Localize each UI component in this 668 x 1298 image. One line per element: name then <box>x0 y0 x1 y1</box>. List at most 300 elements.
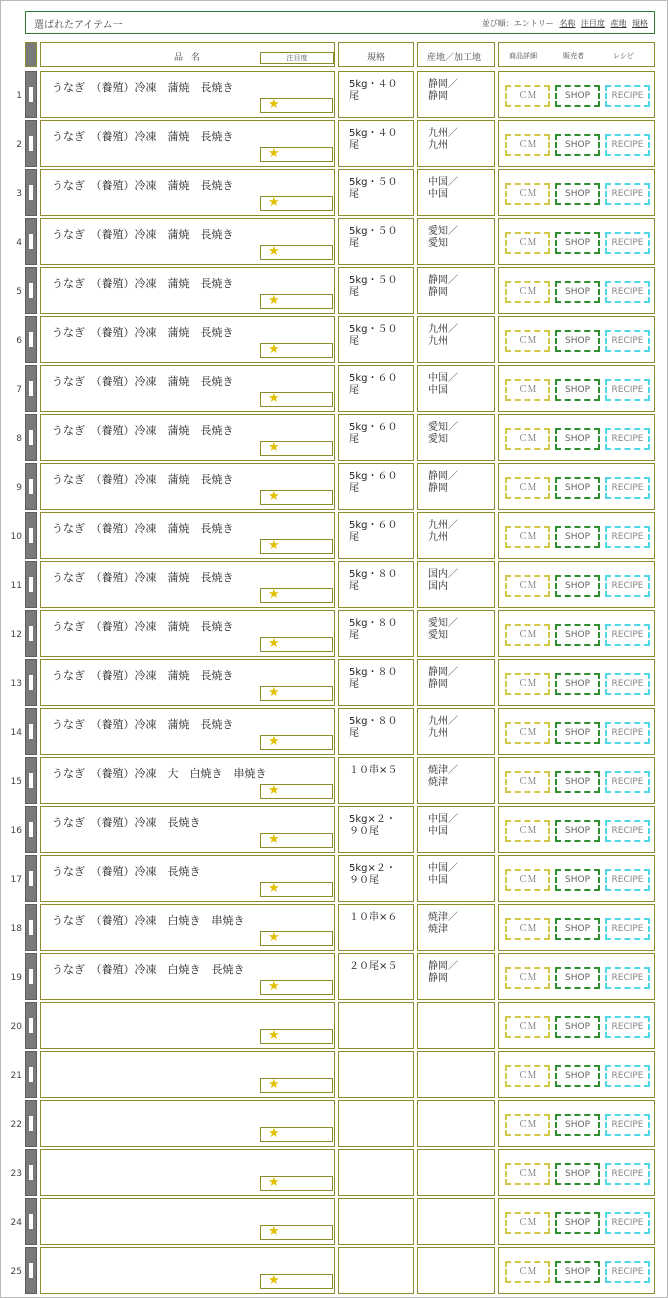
item-spec-cell <box>338 1051 414 1098</box>
select-checkbox[interactable] <box>29 822 33 837</box>
header-gray-cell <box>25 42 37 67</box>
shop-button[interactable]: SHOP <box>555 869 600 891</box>
item-origin-cell <box>417 218 495 265</box>
select-checkbox[interactable] <box>29 675 33 690</box>
table-row <box>0 120 668 167</box>
shop-button[interactable]: SHOP <box>555 771 600 793</box>
select-checkbox[interactable] <box>29 479 33 494</box>
item-name: うなぎ （養殖）冷凍 蒲焼 長焼き <box>52 81 234 94</box>
row-number: 11 <box>10 581 22 591</box>
item-spec: 5kg・８０ 尾 <box>349 667 398 690</box>
star-icon[interactable]: ★ <box>268 97 280 112</box>
attention-rating[interactable] <box>260 833 333 848</box>
star-icon[interactable]: ★ <box>268 1175 280 1190</box>
row-select-handle[interactable] <box>25 169 37 216</box>
shop-button[interactable]: SHOP <box>555 281 600 303</box>
item-origin: 九州／ 九州 <box>428 520 458 543</box>
select-checkbox[interactable] <box>29 1018 33 1033</box>
item-name: うなぎ （養殖）冷凍 蒲焼 長焼き <box>52 130 234 143</box>
recipe-button[interactable]: RECIPE <box>605 330 650 352</box>
star-icon[interactable]: ★ <box>268 440 280 455</box>
sort-by-spec-link[interactable]: 規格 <box>632 19 648 28</box>
row-select-handle[interactable] <box>25 708 37 755</box>
header-buttons-cell <box>498 42 655 67</box>
attention-rating[interactable] <box>260 1078 333 1093</box>
cm-button[interactable]: ＣＭ <box>505 1114 550 1136</box>
recipe-button[interactable]: RECIPE <box>605 820 650 842</box>
recipe-button[interactable]: RECIPE <box>605 1065 650 1087</box>
cm-button[interactable]: ＣＭ <box>505 967 550 989</box>
table-row <box>0 610 668 657</box>
cm-button[interactable]: ＣＭ <box>505 771 550 793</box>
item-spec-cell <box>338 365 414 412</box>
attention-rating[interactable] <box>260 1225 333 1240</box>
item-spec: 5kg×２・ ９０尾 <box>349 814 396 837</box>
item-spec-cell <box>338 757 414 804</box>
item-name-cell <box>40 757 335 804</box>
select-checkbox[interactable] <box>29 920 33 935</box>
item-spec: 5kg・８０ 尾 <box>349 569 398 592</box>
item-name-cell <box>40 1149 335 1196</box>
item-name-cell <box>40 561 335 608</box>
star-icon[interactable]: ★ <box>268 489 280 504</box>
item-name: うなぎ （養殖）冷凍 蒲焼 長焼き <box>52 326 234 339</box>
attention-rating[interactable] <box>260 588 333 603</box>
item-origin-cell <box>417 1198 495 1245</box>
item-origin: 静岡／ 静岡 <box>428 961 458 984</box>
attention-rating[interactable] <box>260 392 333 407</box>
select-checkbox[interactable] <box>29 528 33 543</box>
item-spec: 5kg・８０ 尾 <box>349 618 398 641</box>
attention-rating[interactable] <box>260 294 333 309</box>
item-origin: 中国／ 中国 <box>428 373 458 396</box>
table-row <box>0 1198 668 1245</box>
row-select-handle[interactable] <box>25 1198 37 1245</box>
item-origin-cell <box>417 953 495 1000</box>
table-row <box>0 1149 668 1196</box>
select-checkbox[interactable] <box>29 381 33 396</box>
row-number: 22 <box>10 1120 22 1130</box>
select-checkbox[interactable] <box>29 577 33 592</box>
recipe-button[interactable]: RECIPE <box>605 575 650 597</box>
recipe-button[interactable]: RECIPE <box>605 526 650 548</box>
star-icon[interactable]: ★ <box>268 881 280 896</box>
select-checkbox[interactable] <box>29 1067 33 1082</box>
table-row <box>0 561 668 608</box>
item-origin-cell <box>417 610 495 657</box>
star-icon[interactable]: ★ <box>268 685 280 700</box>
star-icon[interactable]: ★ <box>268 195 280 210</box>
star-icon[interactable]: ★ <box>268 146 280 161</box>
item-buttons-cell <box>498 708 655 755</box>
item-spec-cell <box>338 1198 414 1245</box>
item-spec-cell <box>338 610 414 657</box>
row-select-handle[interactable] <box>25 1149 37 1196</box>
select-checkbox[interactable] <box>29 1165 33 1180</box>
item-name-cell <box>40 1002 335 1049</box>
item-origin-cell <box>417 169 495 216</box>
cm-button[interactable]: ＣＭ <box>505 134 550 156</box>
item-name: うなぎ （養殖）冷凍 蒲焼 長焼き <box>52 571 234 584</box>
shop-button[interactable]: SHOP <box>555 134 600 156</box>
row-select-handle[interactable] <box>25 953 37 1000</box>
recipe-button[interactable]: RECIPE <box>605 1261 650 1283</box>
row-select-handle[interactable] <box>25 610 37 657</box>
item-name-cell <box>40 806 335 853</box>
attention-rating[interactable] <box>260 490 333 505</box>
attention-column-header: 注目度 <box>260 52 334 64</box>
table-row <box>0 218 668 265</box>
item-name-cell <box>40 267 335 314</box>
shop-button[interactable]: SHOP <box>555 1212 600 1234</box>
cm-button[interactable]: ＣＭ <box>505 428 550 450</box>
attention-rating[interactable] <box>260 98 333 113</box>
row-select-handle[interactable] <box>25 1100 37 1147</box>
shop-button[interactable]: SHOP <box>555 1065 600 1087</box>
item-origin-cell <box>417 561 495 608</box>
cm-button[interactable]: ＣＭ <box>505 575 550 597</box>
attention-rating[interactable] <box>260 343 333 358</box>
attention-rating[interactable] <box>260 637 333 652</box>
attention-rating[interactable] <box>260 882 333 897</box>
star-icon[interactable]: ★ <box>268 1224 280 1239</box>
recipe-button[interactable]: RECIPE <box>605 967 650 989</box>
item-origin: 国内／ 国内 <box>428 569 458 592</box>
row-number: 3 <box>16 189 22 199</box>
row-number: 18 <box>10 924 22 934</box>
shop-button[interactable]: SHOP <box>555 967 600 989</box>
row-select-handle[interactable] <box>25 512 37 559</box>
item-spec-cell <box>338 659 414 706</box>
row-select-handle[interactable] <box>25 267 37 314</box>
shop-button[interactable]: SHOP <box>555 232 600 254</box>
cm-button[interactable]: ＣＭ <box>505 183 550 205</box>
shop-button[interactable]: SHOP <box>555 673 600 695</box>
row-select-handle[interactable] <box>25 855 37 902</box>
recipe-button[interactable]: RECIPE <box>605 477 650 499</box>
cm-button[interactable]: ＣＭ <box>505 1065 550 1087</box>
item-origin-cell <box>417 904 495 951</box>
recipe-button[interactable]: RECIPE <box>605 232 650 254</box>
star-icon[interactable]: ★ <box>268 587 280 602</box>
item-spec-cell <box>338 855 414 902</box>
item-name-cell <box>40 512 335 559</box>
cm-button[interactable]: ＣＭ <box>505 379 550 401</box>
item-origin-cell <box>417 1247 495 1294</box>
item-buttons-cell <box>498 1100 655 1147</box>
cm-button[interactable]: ＣＭ <box>505 232 550 254</box>
select-checkbox[interactable] <box>29 87 33 102</box>
attention-rating[interactable] <box>260 245 333 260</box>
item-origin-cell <box>417 365 495 412</box>
attention-rating[interactable] <box>260 147 333 162</box>
item-origin: 愛知／ 愛知 <box>428 618 458 641</box>
item-name: うなぎ （養殖）冷凍 大 白焼き 串焼き <box>52 767 267 780</box>
item-spec: 5kg×２・ ９０尾 <box>349 863 396 886</box>
row-select-handle[interactable] <box>25 120 37 167</box>
star-icon[interactable]: ★ <box>268 1028 280 1043</box>
item-origin: 静岡／ 静岡 <box>428 79 458 102</box>
row-number: 5 <box>16 287 22 297</box>
shop-button[interactable]: SHOP <box>555 85 600 107</box>
attention-rating[interactable] <box>260 931 333 946</box>
item-buttons-cell <box>498 316 655 363</box>
shop-button[interactable]: SHOP <box>555 428 600 450</box>
attention-rating[interactable] <box>260 1029 333 1044</box>
recipe-button[interactable]: RECIPE <box>605 1114 650 1136</box>
row-select-handle[interactable] <box>25 757 37 804</box>
item-spec-cell <box>338 904 414 951</box>
table-row <box>0 1051 668 1098</box>
cm-button[interactable]: ＣＭ <box>505 722 550 744</box>
select-checkbox[interactable] <box>29 724 33 739</box>
star-icon[interactable]: ★ <box>268 538 280 553</box>
item-buttons-cell <box>498 1149 655 1196</box>
select-checkbox[interactable] <box>29 969 33 984</box>
sort-label: 並び順：エントリー <box>481 19 554 28</box>
item-origin-cell <box>417 855 495 902</box>
item-origin-cell <box>417 120 495 167</box>
sort-options <box>482 18 648 29</box>
item-buttons-cell <box>498 365 655 412</box>
star-icon[interactable]: ★ <box>268 293 280 308</box>
attention-rating[interactable] <box>260 1274 333 1289</box>
shop-button[interactable]: SHOP <box>555 1261 600 1283</box>
sort-by-origin-link[interactable]: 産地 <box>610 19 627 28</box>
item-spec-cell <box>338 806 414 853</box>
item-buttons-cell <box>498 904 655 951</box>
star-icon[interactable]: ★ <box>268 244 280 259</box>
select-checkbox[interactable] <box>29 234 33 249</box>
item-origin-cell <box>417 1100 495 1147</box>
row-select-handle[interactable] <box>25 1002 37 1049</box>
attention-rating[interactable] <box>260 441 333 456</box>
item-spec-cell <box>338 414 414 461</box>
cm-button[interactable]: ＣＭ <box>505 85 550 107</box>
item-origin-cell <box>417 414 495 461</box>
row-select-handle[interactable] <box>25 414 37 461</box>
cm-button[interactable]: ＣＭ <box>505 869 550 891</box>
table-row <box>0 806 668 853</box>
row-select-handle[interactable] <box>25 561 37 608</box>
table-row <box>0 757 668 804</box>
recipe-button[interactable]: RECIPE <box>605 624 650 646</box>
item-origin-cell <box>417 463 495 510</box>
star-icon[interactable]: ★ <box>268 783 280 798</box>
item-origin: 焼津／ 焼津 <box>428 912 458 935</box>
item-origin: 愛知／ 愛知 <box>428 226 458 249</box>
recipe-button[interactable]: RECIPE <box>605 183 650 205</box>
item-origin: 九州／ 九州 <box>428 128 458 151</box>
page-title: 選ばれたアイテム一 <box>34 20 123 31</box>
row-number: 9 <box>16 483 22 493</box>
select-checkbox[interactable] <box>29 283 33 298</box>
item-origin-cell <box>417 1051 495 1098</box>
shop-button[interactable]: SHOP <box>555 820 600 842</box>
shop-button[interactable]: SHOP <box>555 575 600 597</box>
cm-button[interactable]: ＣＭ <box>505 281 550 303</box>
shop-button[interactable]: SHOP <box>555 1016 600 1038</box>
item-name-cell <box>40 610 335 657</box>
recipe-button[interactable]: RECIPE <box>605 918 650 940</box>
recipe-button[interactable]: RECIPE <box>605 722 650 744</box>
item-buttons-cell <box>498 512 655 559</box>
star-icon[interactable]: ★ <box>268 391 280 406</box>
select-checkbox[interactable] <box>29 185 33 200</box>
recipe-button[interactable]: RECIPE <box>605 673 650 695</box>
row-number: 21 <box>10 1071 22 1081</box>
attention-rating[interactable] <box>260 196 333 211</box>
row-select-handle[interactable] <box>25 463 37 510</box>
attention-rating[interactable] <box>260 784 333 799</box>
item-spec-cell <box>338 316 414 363</box>
item-name-cell <box>40 659 335 706</box>
item-name: うなぎ （養殖）冷凍 蒲焼 長焼き <box>52 277 234 290</box>
star-icon[interactable]: ★ <box>268 342 280 357</box>
row-select-handle[interactable] <box>25 71 37 118</box>
item-name-cell <box>40 1247 335 1294</box>
star-icon[interactable]: ★ <box>268 636 280 651</box>
item-name: うなぎ （養殖）冷凍 長焼き <box>52 865 201 878</box>
select-checkbox[interactable] <box>29 1116 33 1131</box>
item-name-cell <box>40 463 335 510</box>
select-checkbox[interactable] <box>29 626 33 641</box>
name-column-header: 品名 <box>174 53 209 63</box>
item-name: うなぎ （養殖）冷凍 蒲焼 長焼き <box>52 179 234 192</box>
cm-button[interactable]: ＣＭ <box>505 673 550 695</box>
row-select-handle[interactable] <box>25 1051 37 1098</box>
select-checkbox[interactable] <box>29 430 33 445</box>
attention-rating[interactable] <box>260 980 333 995</box>
cm-button[interactable]: ＣＭ <box>505 526 550 548</box>
star-icon[interactable]: ★ <box>268 1077 280 1092</box>
select-checkbox[interactable] <box>29 773 33 788</box>
item-name: うなぎ （養殖）冷凍 蒲焼 長焼き <box>52 669 234 682</box>
spec-column-header: 規格 <box>367 53 386 63</box>
cm-button[interactable]: ＣＭ <box>505 1261 550 1283</box>
recipe-button[interactable]: RECIPE <box>605 1212 650 1234</box>
table-row <box>0 71 668 118</box>
item-buttons-cell <box>498 1002 655 1049</box>
row-select-handle[interactable] <box>25 806 37 853</box>
item-origin-cell <box>417 659 495 706</box>
item-spec-cell <box>338 218 414 265</box>
cm-button[interactable]: ＣＭ <box>505 1212 550 1234</box>
recipe-button[interactable]: RECIPE <box>605 85 650 107</box>
star-icon[interactable]: ★ <box>268 734 280 749</box>
shop-button[interactable]: SHOP <box>555 624 600 646</box>
recipe-button[interactable]: RECIPE <box>605 1163 650 1185</box>
item-spec: 5kg・６０ 尾 <box>349 422 398 445</box>
shop-button[interactable]: SHOP <box>555 183 600 205</box>
item-spec-cell <box>338 71 414 118</box>
item-buttons-cell <box>498 463 655 510</box>
shop-button[interactable]: SHOP <box>555 526 600 548</box>
recipe-button[interactable]: RECIPE <box>605 869 650 891</box>
shop-button[interactable]: SHOP <box>555 722 600 744</box>
item-origin: 中国／ 中国 <box>428 863 458 886</box>
attention-rating[interactable] <box>260 1176 333 1191</box>
cm-button[interactable]: ＣＭ <box>505 330 550 352</box>
cm-button[interactable]: ＣＭ <box>505 1163 550 1185</box>
row-select-handle[interactable] <box>25 316 37 363</box>
recipe-button[interactable]: RECIPE <box>605 428 650 450</box>
item-spec: 5kg・４０ 尾 <box>349 79 398 102</box>
shop-button[interactable]: SHOP <box>555 477 600 499</box>
sort-by-attention-link[interactable]: 注目度 <box>580 19 605 28</box>
recipe-button[interactable]: RECIPE <box>605 771 650 793</box>
cm-button[interactable]: ＣＭ <box>505 1016 550 1038</box>
star-icon[interactable]: ★ <box>268 930 280 945</box>
star-icon[interactable]: ★ <box>268 1273 280 1288</box>
row-select-handle[interactable] <box>25 1247 37 1294</box>
row-number: 19 <box>10 973 22 983</box>
select-checkbox[interactable] <box>29 1214 33 1229</box>
shop-button[interactable]: SHOP <box>555 330 600 352</box>
item-name: うなぎ （養殖）冷凍 蒲焼 長焼き <box>52 718 234 731</box>
cm-button[interactable]: ＣＭ <box>505 820 550 842</box>
shop-button[interactable]: SHOP <box>555 379 600 401</box>
cm-button[interactable]: ＣＭ <box>505 918 550 940</box>
star-icon[interactable]: ★ <box>268 979 280 994</box>
item-spec-cell <box>338 1149 414 1196</box>
item-name-cell <box>40 120 335 167</box>
row-select-handle[interactable] <box>25 659 37 706</box>
item-origin-cell <box>417 806 495 853</box>
item-origin: 静岡／ 静岡 <box>428 471 458 494</box>
row-select-handle[interactable] <box>25 904 37 951</box>
row-select-handle[interactable] <box>25 365 37 412</box>
select-checkbox[interactable] <box>29 136 33 151</box>
row-select-handle[interactable] <box>25 218 37 265</box>
cm-button[interactable]: ＣＭ <box>505 624 550 646</box>
recipe-button[interactable]: RECIPE <box>605 281 650 303</box>
select-checkbox[interactable] <box>29 332 33 347</box>
select-checkbox[interactable] <box>29 871 33 886</box>
attention-rating[interactable] <box>260 539 333 554</box>
item-origin-cell <box>417 1002 495 1049</box>
cm-button[interactable]: ＣＭ <box>505 477 550 499</box>
item-name: うなぎ （養殖）冷凍 蒲焼 長焼き <box>52 473 234 486</box>
select-checkbox[interactable] <box>29 1263 33 1278</box>
item-spec: １０串×５ <box>349 765 398 776</box>
row-number: 13 <box>10 679 22 689</box>
star-icon[interactable]: ★ <box>268 1126 280 1141</box>
attention-rating[interactable] <box>260 686 333 701</box>
recipe-button[interactable]: RECIPE <box>605 134 650 156</box>
shop-button[interactable]: SHOP <box>555 918 600 940</box>
attention-rating[interactable] <box>260 735 333 750</box>
item-origin-cell <box>417 757 495 804</box>
item-name: うなぎ （養殖）冷凍 蒲焼 長焼き <box>52 620 234 633</box>
recipe-button[interactable]: RECIPE <box>605 379 650 401</box>
shop-button[interactable]: SHOP <box>555 1163 600 1185</box>
item-spec-cell <box>338 169 414 216</box>
recipe-button[interactable]: RECIPE <box>605 1016 650 1038</box>
item-buttons-cell <box>498 757 655 804</box>
star-icon[interactable]: ★ <box>268 832 280 847</box>
item-spec-cell <box>338 953 414 1000</box>
item-origin: 静岡／ 静岡 <box>428 275 458 298</box>
shop-button[interactable]: SHOP <box>555 1114 600 1136</box>
item-name: うなぎ （養殖）冷凍 白焼き 串焼き <box>52 914 245 927</box>
row-number: 7 <box>16 385 22 395</box>
table-row <box>0 904 668 951</box>
attention-rating[interactable] <box>260 1127 333 1142</box>
row-number: 15 <box>10 777 22 787</box>
item-buttons-cell <box>498 1051 655 1098</box>
sort-by-name-link[interactable]: 名称 <box>559 19 576 28</box>
